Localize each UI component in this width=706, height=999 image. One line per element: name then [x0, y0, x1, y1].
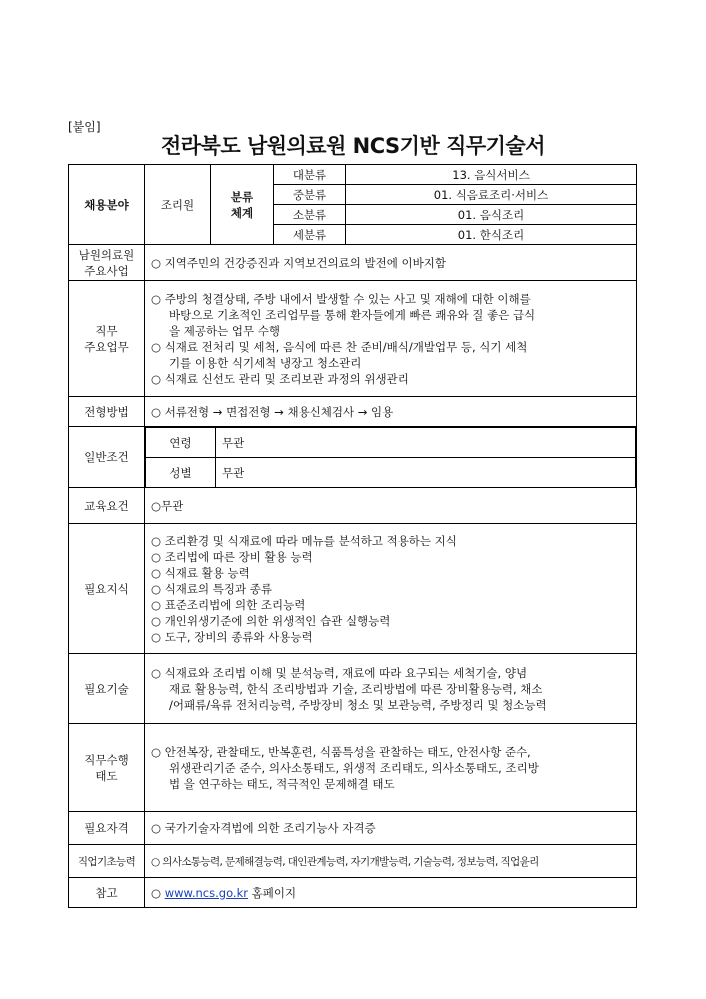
skills-line-1: ○ 식재료와 조리법 이해 및 분석능력, 재료에 따라 요구되는 세척기술, 양념	[151, 665, 528, 680]
duties-line-3: 을 제공하는 업무 수행	[169, 323, 280, 338]
attitude-content	[145, 724, 637, 812]
business-label	[69, 245, 145, 281]
system-label	[211, 165, 274, 245]
knowledge-line-3: ○ 식재료 활용 능력	[151, 565, 250, 580]
page-title: 전라북도 남원의료원 NCS기반 직무기술서	[160, 134, 545, 158]
duties-line-6: ○ 식재료 신선도 관리 및 조리보관 과정의 위생관리	[151, 371, 409, 386]
qualification-label: 필요자격	[69, 812, 145, 845]
attitude-label-line-1: 직무수행	[84, 752, 129, 767]
class-value-middle: 01. 식음료조리·서비스	[346, 185, 637, 205]
skills-label: 필요기술	[69, 654, 145, 724]
duties-label-line-2: 주요업무	[84, 339, 129, 354]
reference-prefix: ○	[151, 885, 165, 900]
knowledge-line-5: ○ 표준조리법에 의한 조리능력	[151, 597, 306, 612]
duties-line-4: ○ 식재료 전처리 및 세척, 음식에 따른 찬 준비/배식/개발업무 등, 식기 세척	[151, 339, 528, 354]
duties-line-1: ○ 주방의 청결상태, 주방 내에서 발생할 수 있는 사고 및 재해에 대한 이해를	[151, 291, 531, 306]
duties-line-2: 바탕으로 기초적인 조리업무를 통해 환자들에게 빠른 쾌유와 질 좋은 급식	[169, 307, 536, 322]
gender-label: 성별	[146, 458, 216, 488]
knowledge-line-4: ○ 식재료의 특징과 종류	[151, 581, 272, 596]
reference-label: 참고	[69, 878, 145, 908]
attitude-line-3: 법 을 연구하는 태도, 적극적인 문제해결 태도	[169, 776, 395, 791]
gender-value: 무관	[216, 458, 636, 488]
ncs-link[interactable]: www.ncs.go.kr	[164, 885, 248, 900]
skills-content	[145, 654, 637, 724]
basic-ability-text: ○ 의사소통능력, 문제해결능력, 대인관계능력, 자기개발능력, 기술능력, 정보능력, 직업윤리	[145, 845, 637, 878]
general-label: 일반조건	[69, 427, 145, 488]
system-label-line-1: 분류	[230, 189, 254, 204]
class-value-major: 13. 음식서비스	[346, 165, 637, 185]
knowledge-line-2: ○ 조리법에 따른 장비 활용 능력	[151, 549, 313, 564]
duties-content	[145, 281, 637, 397]
education-label: 교육요건	[69, 488, 145, 524]
duties-line-5: 기를 이용한 식기세척 냉장고 청소관리	[169, 355, 362, 370]
attitude-line-1: ○ 안전복장, 관찰태도, 반복훈련, 식품특성을 관찰하는 태도, 안전사항 준수,	[151, 744, 531, 759]
knowledge-content	[145, 524, 637, 654]
class-label-minor: 소분류	[274, 205, 346, 225]
duties-label	[69, 281, 145, 397]
attitude-line-2: 위생관리기준 준수, 의사소통태도, 위생적 조리태도, 의사소통태도, 조리방	[169, 760, 539, 775]
selection-text: ○ 서류전형 → 면접전형 → 채용신체검사 → 임용	[145, 397, 637, 427]
class-label-detail: 세분류	[274, 225, 346, 245]
age-label: 연령	[146, 428, 216, 458]
field-value: 조리원	[145, 165, 211, 245]
duties-label-line-1: 직무	[95, 323, 118, 338]
reference-content	[145, 878, 637, 908]
business-label-line-2: 주요사업	[84, 263, 129, 278]
basic-ability-label: 직업기초능력	[69, 845, 145, 878]
job-description-table	[68, 164, 637, 908]
general-content	[145, 427, 637, 488]
attitude-label	[69, 724, 145, 812]
business-text: ○ 지역주민의 건강증진과 지역보건의료의 발전에 이바지함	[145, 245, 637, 281]
age-value: 무관	[216, 428, 636, 458]
knowledge-line-7: ○ 도구, 장비의 종류와 사용능력	[151, 629, 313, 644]
education-text: ○무관	[145, 488, 637, 524]
skills-line-3: /어패류/육류 전처리능력, 주방장비 청소 및 보관능력, 주방정리 및 청소능력	[169, 697, 547, 712]
class-label-middle: 중분류	[274, 185, 346, 205]
skills-line-2: 재료 활용능력, 한식 조리방법과 기술, 조리방법에 따른 장비활용능력, 채소	[169, 681, 543, 696]
reference-suffix: 홈페이지	[247, 885, 297, 900]
system-label-line-2: 체계	[230, 205, 254, 220]
class-label-major: 대분류	[274, 165, 346, 185]
attachment-tag: [붙임]	[68, 120, 101, 134]
attitude-label-line-2: 태도	[95, 768, 118, 783]
knowledge-label: 필요지식	[69, 524, 145, 654]
qualification-text: ○ 국가기술자격법에 의한 조리기능사 자격증	[145, 812, 637, 845]
business-label-line-1: 남원의료원	[78, 247, 135, 262]
selection-label: 전형방법	[69, 397, 145, 427]
knowledge-line-6: ○ 개인위생기준에 의한 위생적인 습관 실행능력	[151, 613, 391, 628]
knowledge-line-1: ○ 조리환경 및 식재료에 따라 메뉴를 분석하고 적용하는 지식	[151, 533, 457, 548]
class-value-detail: 01. 한식조리	[346, 225, 637, 245]
class-value-minor: 01. 음식조리	[346, 205, 637, 225]
field-label: 채용분야	[69, 165, 145, 245]
